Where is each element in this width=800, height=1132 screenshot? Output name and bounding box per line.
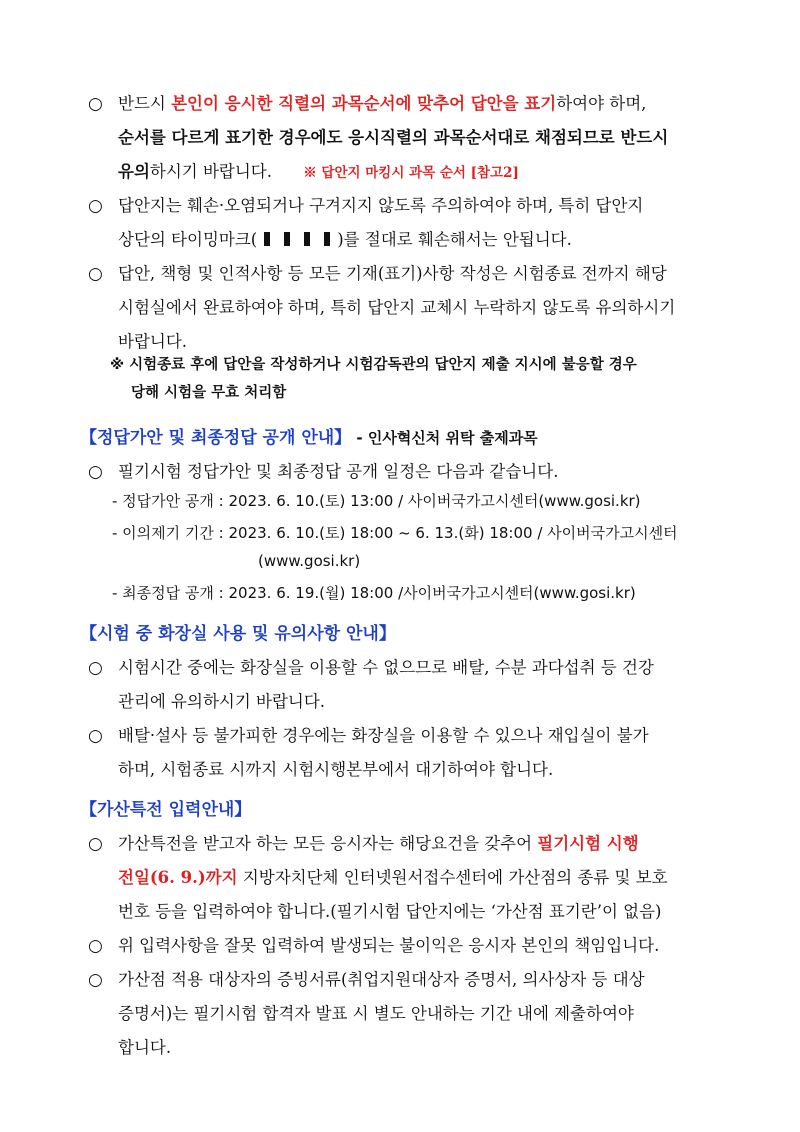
title-sub-text: - 인사혁신처 위탁 출제과목 (351, 429, 538, 447)
bonus-item1-line2 (118, 864, 668, 892)
section-title-bonus: 【가산특전 입력안내】 (80, 800, 252, 820)
schedule-label: - 이의제기 기간 : (112, 524, 229, 542)
bullet-circle: ○ (88, 834, 103, 854)
text: 가산특전을 받고자 하는 모든 응시자는 해당요건을 갖추어 (118, 834, 538, 853)
text: 하시기 바랍니다. (149, 162, 272, 181)
bullet-circle: ○ (88, 94, 103, 114)
bonus-item3-line2: 증명서)는 필기시험 합격자 발표 시 별도 안내하는 기간 내에 제출하여야 (118, 1004, 634, 1023)
item1-line3 (118, 158, 519, 187)
bullet-circle: ○ (88, 462, 103, 482)
title-text: 【정답가안 및 최종정답 공개 안내】 (80, 428, 352, 448)
item3-line2: 시험실에서 완료하여야 하며, 특히 답안지 교체시 누락하지 않도록 유의하시기 (118, 298, 676, 317)
timing-marks (257, 226, 337, 254)
schedule-value: 2023. 6. 19.(월) 18:00 /사이버국가고시센터(www.gosi.kr) (228, 584, 636, 602)
restroom-item1-line1: 시험시간 중에는 화장실을 이용할 수 없으므로 배탈, 수분 과다섭취 등 건강 (118, 658, 654, 677)
bullet-circle: ○ (88, 658, 103, 678)
schedule-row-continued: (www.gosi.kr) (258, 552, 361, 570)
invalid-note-line2: 당해 시험을 무효 처리함 (131, 385, 287, 401)
answers-item1: 필기시험 정답가안 및 최종정답 공개 일정은 다음과 같습니다. (118, 462, 559, 481)
bullet-circle: ○ (88, 970, 103, 990)
schedule-value: 2023. 6. 10.(토) 13:00 / 사이버국가고시센터(www.gosi.kr) (228, 492, 641, 510)
text: 상단의 타이밍마크( (118, 230, 258, 249)
timing-mark-icon (264, 232, 270, 246)
timing-mark-icon (324, 232, 330, 246)
bullet-circle: ○ (88, 726, 103, 746)
text: 유의 (118, 162, 150, 181)
invalid-note-line1: ※ 시험종료 후에 답안을 작성하거나 시험감독관의 답안지 제출 지시에 불응할 경우 (110, 357, 637, 373)
highlight-text: 필기시험 시행 (537, 834, 639, 853)
reference-note: ※ 답안지 마킹시 과목 순서 [참고2] (303, 165, 519, 181)
bonus-item2: 위 입력사항을 잘못 입력하여 발생되는 불이익은 응시자 본인의 책임입니다. (118, 936, 660, 955)
bonus-item1-line1 (118, 830, 639, 858)
item2-line2 (118, 226, 572, 254)
bonus-item1-line3: 번호 등을 입력하여야 합니다.(필기시험 답안지에는 ‘가산점 표기란’이 없음) (118, 902, 662, 921)
item2-line1: 답안지는 훼손·오염되거나 구겨지지 않도록 주의하여야 하며, 특히 답안지 (118, 196, 644, 215)
item1-line1 (118, 90, 646, 118)
schedule-row (112, 488, 641, 514)
text: 반드시 (118, 94, 172, 113)
schedule-label: - 정답가안 공개 : (112, 492, 229, 510)
timing-mark-icon (284, 232, 290, 246)
restroom-item2-line1: 배탈·설사 등 불가피한 경우에는 화장실을 이용할 수 있으나 재입실이 불가 (118, 726, 649, 745)
item1-line2: 순서를 다르게 표기한 경우에도 응시직렬의 과목순서대로 채점되므로 반드시 (118, 128, 669, 147)
bonus-item3-line3: 합니다. (118, 1038, 172, 1057)
schedule-row (112, 520, 678, 546)
restroom-item1-line2: 관리에 유의하시기 바랍니다. (118, 692, 326, 711)
item3-line3: 바랍니다. (118, 332, 188, 351)
text: 하여야 하며, (556, 94, 647, 113)
bullet-circle: ○ (88, 936, 103, 956)
section-title-restroom: 【시험 중 화장실 사용 및 유의사항 안내】 (80, 624, 396, 644)
schedule-value: 2023. 6. 10.(토) 18:00 ~ 6. 13.(화) 18:00 / 사이버국가고시센터 (228, 524, 678, 542)
text: )를 절대로 훼손해서는 안됩니다. (337, 230, 572, 249)
text: 지방자치단체 인터넷원서접수센터에 가산점의 종류 및 보호 (237, 868, 668, 887)
restroom-item2-line2: 하며, 시험종료 시까지 시험시행본부에서 대기하여야 합니다. (118, 760, 554, 779)
item3-line1: 답안, 책형 및 인적사항 등 모든 기재(표기)사항 작성은 시험종료 전까지 해당 (118, 264, 667, 283)
highlight-text: 전일(6. 9.)까지 (118, 868, 238, 887)
section-title-answers (80, 424, 538, 452)
bullet-circle: ○ (88, 264, 103, 284)
bonus-item3-line1: 가산점 적용 대상자의 증빙서류(취업지원대상자 증명서, 의사상자 등 대상 (118, 970, 645, 989)
bullet-circle: ○ (88, 196, 103, 216)
schedule-row (112, 580, 636, 606)
highlight-text: 본인이 응시한 직렬의 과목순서에 맞추어 답안을 표기 (171, 94, 557, 113)
schedule-label: - 최종정답 공개 : (112, 584, 229, 602)
timing-mark-icon (304, 232, 310, 246)
